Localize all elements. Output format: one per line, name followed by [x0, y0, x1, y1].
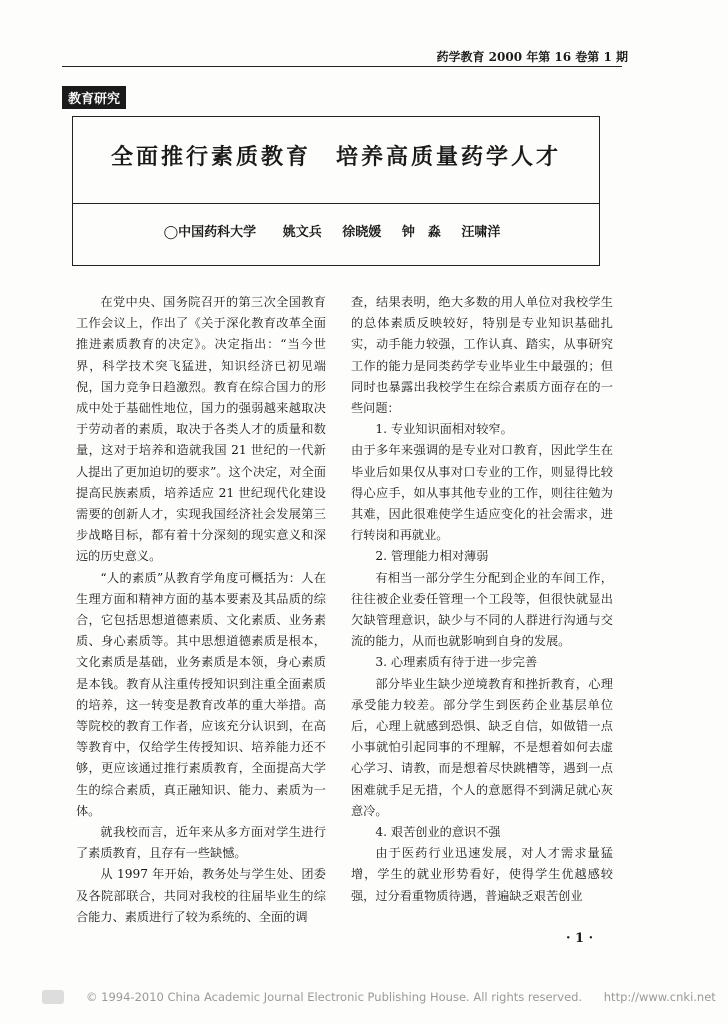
- footer-url[interactable]: http://www.cnki.net: [603, 990, 716, 1004]
- point-heading: 4. 艰苦创业的意识不强: [375, 825, 501, 840]
- institution: ◯中国药科大学: [163, 225, 257, 240]
- point-body: 有相当一部分学生分配到企业的车间工作，往往被企业委任管理一个工段等，但很快就显出欠缺管理意识，缺少与不同的人群进行沟通与交流的能力，从而也就影响到自身的发展。: [351, 570, 613, 649]
- journal-header: 药学教育 2000 年第 16 卷第 1 期: [436, 50, 628, 64]
- point-body: 部分毕业生缺少逆境教育和挫折教育，心理承受能力较差。部分学生到医药企业基层单位后，心理上就感到恐惧、缺乏自信，如做错一点小事就怕引起同事的不理解，不是想着如何去虚心学习、请教，而是想着尽快跳槽等，遇到一点困难就手足无措，个人的意愿得不到满足就心灰意冷。: [351, 676, 613, 818]
- paragraph: 查，结果表明，绝大多数的用人单位对我校学生的总体素质反映较好，特别是专业知识基础扎实，动手能力较强，工作认真、踏实，从事研究工作的能力是同类药学专业毕业生中最强的；但同时也暴露出我校学生在综合素质方面存在的一些问题：: [351, 295, 613, 416]
- left-column: [76, 292, 326, 928]
- author-line: [72, 221, 600, 240]
- author-name: 徐晓媛: [342, 225, 382, 240]
- cnki-logo-icon: [42, 990, 64, 1004]
- paragraph: 在党中央、国务院召开的第三次全国教育工作会议上，作出了《关于深化教育改革全面推进素质教育的决定》。决定指出：“当今世界，科学技术突飞猛进，知识经济已初见端倪，国力竞争日趋激烈。教育在综合国力的形成中处于基础性地位，国力的强弱越来越取决于劳动者的素质，取决于各类人才的质量和数量，这对于培养和造就我国 21 世纪的一代新人提出了更加迫切的要求”。这个决定，对全面提高民族素质，培养适应 21 世纪现代化建设需要的创新人才，实现我国经济社会发展第三步战略目标，都有着十分深刻的现实意义和深远的历史意义。: [76, 295, 326, 564]
- title-divider: [72, 203, 600, 204]
- paragraph: “人的素质”从教育学角度可概括为：人在生理方面和精神方面的基本要素及其品质的综合，它包括思想道德素质、文化素质、业务素质、身心素质等。其中思想道德素质是根本，文化素质是基础，业务素质是本领，身心素质是本钱。教育从注重传授知识到注重全面素质的培养，这一转变是教育改革的重大举措。高等院校的教育工作者，应该充分认识到，在高等教育中，仅给学生传授知识、培养能力还不够，更应该通过推行素质教育，全面提高大学生的综合素质，真正融知识、能力、素质为一体。: [76, 570, 326, 818]
- point-body: 由于多年来强调的是专业对口教育，因此学生在毕业后如果仅从事对口专业的工作，则显得比较得心应手，如从事其他专业的工作，则往往勉为其难，因此很难使学生适应变化的社会需求，进行转岗和再就业。: [351, 443, 613, 543]
- point-body: 由于医药行业迅速发展，对人才需求量猛增，学生的就业形势看好，使得学生优越感较强，过分看重物质待遇，普遍缺乏艰苦创业: [351, 846, 613, 903]
- paragraph: 从 1997 年开始，教务处与学生处、团委及各院部联合，共同对我校的往届毕业生的综合能力、素质进行了较为系统的、全面的调: [76, 867, 326, 924]
- paragraph: 就我校而言，近年来从多方面对学生进行了素质教育，且存有一些缺憾。: [76, 825, 326, 861]
- author-name: 钟 淼: [401, 225, 441, 240]
- point-heading: 1. 专业知识面相对较窄。: [375, 422, 513, 437]
- point-heading: 2. 管理能力相对薄弱: [375, 549, 489, 564]
- author-name: 汪啸洋: [461, 225, 501, 240]
- section-tag: 教育研究: [62, 86, 126, 109]
- footer-copyright: [86, 990, 716, 1004]
- header-divider: [62, 66, 622, 67]
- title-frame: [72, 116, 600, 266]
- article-title: 全面推行素质教育 培养高质量药学人才: [110, 145, 561, 170]
- page-number: · 1 ·: [566, 931, 594, 946]
- point-heading: 3. 心理素质有待于进一步完善: [375, 655, 538, 670]
- copyright-text: © 1994-2010 China Academic Journal Electronic Publishing House. All rights reserved.: [86, 990, 583, 1004]
- right-column: [351, 292, 613, 907]
- author-name: 姚文兵: [282, 225, 322, 240]
